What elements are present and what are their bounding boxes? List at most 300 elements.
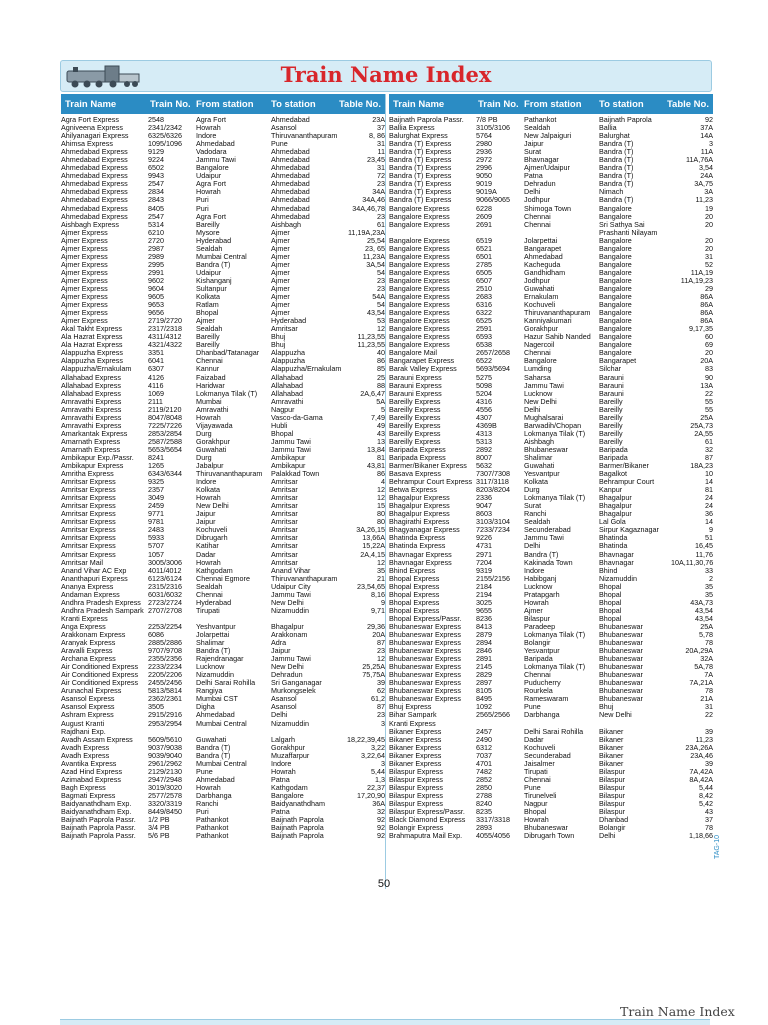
table-row (389, 237, 713, 245)
to-station: Bangalore (599, 309, 632, 318)
to-station: Bilaspur (599, 783, 625, 792)
from-station: Katihar (196, 542, 219, 551)
table-number: 11A,19 (690, 268, 713, 277)
to-station: Bagalkot (599, 470, 627, 479)
table-row (61, 792, 385, 800)
table-number: 72 (377, 172, 385, 181)
table-number: 13A (700, 381, 713, 390)
table-row (61, 679, 385, 687)
table-number: 37 (377, 124, 385, 133)
train-number: 2897 (476, 679, 492, 688)
train-number: 2155/2156 (476, 574, 510, 583)
to-station: Adra (271, 639, 287, 648)
from-station: Kanniyakumari (524, 317, 572, 326)
train-number: 2885/2886 (148, 639, 182, 648)
table-row (389, 711, 713, 719)
train-number: 2119/2120 (148, 405, 182, 414)
train-number: 2723/2724 (148, 598, 182, 607)
table-number: 23 (377, 180, 385, 189)
train-number: 2879 (476, 631, 492, 639)
from-station: Ajmer/Udaipur (524, 164, 570, 173)
train-number: 9319 (476, 566, 492, 575)
train-name: Baijnath Paprola Passr. (61, 824, 136, 833)
table-row (61, 663, 385, 671)
table-row (389, 567, 713, 575)
table-number: 14 (705, 478, 713, 487)
to-station: Bhopal (599, 582, 622, 591)
train-number: 2490 (476, 735, 492, 744)
to-station: Amritsar (271, 494, 298, 503)
to-station: Baijnath Paprola (271, 816, 324, 825)
from-station: Lokmanya Tilak (T) (196, 389, 258, 398)
table-number: 86 (377, 470, 385, 479)
table-row (61, 575, 385, 583)
from-station: New Jalpaiguri (524, 132, 572, 141)
from-station: Jaipur (524, 140, 544, 149)
to-station: Amritsar (271, 486, 298, 495)
train-name: Arakkonam Express (61, 631, 126, 639)
table-row (389, 607, 713, 615)
table-row (61, 374, 385, 382)
table-number: 31 (705, 703, 713, 712)
train-name: Ahmedabad Express (61, 196, 128, 205)
train-number: 2683 (476, 293, 492, 302)
to-station: Udaipur City (271, 582, 311, 591)
train-number: 9129 (148, 148, 164, 157)
table-row (61, 695, 385, 703)
train-number: 4316 (476, 397, 492, 406)
table-row (389, 172, 713, 180)
train-name: Bilaspur Express (389, 767, 443, 776)
train-name: Ambikapur Express (61, 462, 124, 471)
table-number: 52 (705, 260, 713, 269)
train-name: Bhagyanagar Express (389, 526, 460, 535)
train-name: Ajmer Express (61, 301, 108, 310)
table-number: 29,36 (367, 622, 385, 631)
from-station: Kochuveli (524, 743, 556, 752)
train-number: 7/8 PB (476, 116, 498, 124)
train-name: Bhavnagar Express (389, 550, 452, 559)
table-number: 22 (705, 711, 713, 720)
train-number: 6228 (476, 204, 492, 213)
from-station: Vadodara (196, 148, 227, 157)
table-row (389, 245, 713, 253)
table-row (389, 422, 713, 430)
train-number: 3019/3020 (148, 783, 182, 792)
train-number: 3105/3106 (476, 124, 510, 133)
table-number: 7A,21A (689, 679, 713, 688)
table-row (61, 349, 385, 357)
table-row (61, 711, 385, 719)
train-name: Ballia Express (389, 124, 435, 133)
to-station: Amritsar (271, 542, 298, 551)
from-station: Haridwar (196, 381, 225, 390)
train-name: Ajmer Express (61, 317, 108, 326)
side-tag: TAG-10 (714, 835, 721, 859)
train-name: Bangalore Express (389, 333, 450, 342)
table-row (389, 542, 713, 550)
table-number: 2A,6,47 (360, 389, 385, 398)
train-number: 2980 (476, 140, 492, 149)
table-number: 25,25A (362, 663, 385, 672)
table-row (61, 277, 385, 285)
from-station: Mumbai Central (196, 719, 247, 728)
train-name: Alappuzha Express (61, 357, 123, 366)
train-name: Bangalore Express (389, 244, 450, 253)
table-number: 5 (381, 405, 385, 414)
train-name: Barak Valley Express (389, 365, 457, 374)
from-station: Indore (196, 478, 217, 487)
to-station: Anand Vihar (271, 566, 311, 575)
table-number: 13,66A (362, 534, 385, 543)
table-row (389, 317, 713, 325)
table-row (389, 196, 713, 204)
train-name: Bikaner Express (389, 759, 442, 768)
train-number: 2691 (476, 220, 492, 229)
train-name: Betwa Express (389, 486, 437, 495)
train-name: Bilaspur Express (389, 799, 443, 808)
from-station: Chennai Egmore (196, 574, 250, 583)
train-name: Ajmer Express (61, 260, 108, 269)
table-row (61, 607, 385, 615)
table-number: 8A,42A (689, 775, 713, 784)
train-number: 9039/9040 (148, 751, 182, 760)
train-number: 6312 (476, 743, 492, 752)
to-station: Sri Ganganagar (271, 679, 322, 688)
train-name: Bangalore Express (389, 236, 450, 245)
table-number: 14 (705, 518, 713, 527)
train-name: Ajmer Express (61, 252, 108, 261)
table-row (61, 172, 385, 180)
table-row (61, 486, 385, 494)
from-station: Jolarpettai (524, 236, 558, 245)
train-number: 6123/6124 (148, 574, 182, 583)
table-row (389, 221, 713, 229)
table-number: 33 (705, 566, 713, 575)
train-name: Ahmedabad Express (61, 148, 128, 157)
from-station: Yesvantpur (524, 647, 560, 656)
train-name: Barmer/Bikaner Express (389, 462, 467, 471)
from-station: Rourkela (524, 687, 553, 696)
from-station: Sealdah (524, 518, 551, 527)
from-station: Chennai (196, 357, 223, 366)
to-station: Jammu Tawi (271, 655, 311, 664)
table-row (389, 720, 713, 728)
train-name: Bandra (T) Express (389, 180, 452, 189)
to-station: Ahmedabad (271, 148, 310, 157)
table-number: 25A (700, 413, 713, 422)
to-station: Bhubaneswar (599, 647, 643, 656)
train-name: Black Diamond Express (389, 816, 466, 825)
table-row (389, 808, 713, 816)
train-name: Bagmati Express (61, 791, 116, 800)
table-row (389, 285, 713, 293)
from-station: Digha (196, 703, 215, 712)
from-station: Kolkata (196, 293, 220, 302)
table-number: 11,23A (362, 252, 385, 261)
train-name: Air Conditioned Express (61, 671, 139, 680)
from-station: Kolkata (524, 478, 548, 487)
from-station: Ahmedabad (196, 711, 235, 720)
right-table-header (389, 94, 713, 114)
from-station: Faizabad (196, 373, 226, 382)
train-number: 2194 (476, 590, 492, 599)
table-number: 18,22,39,45 (347, 735, 385, 744)
from-station: Sealdah (196, 325, 223, 334)
table-number: 55 (705, 397, 713, 406)
train-number: 2205/2206 (148, 671, 182, 680)
to-station: Alappuzha (271, 349, 305, 358)
header-to-station: To station (599, 98, 644, 110)
table-number: 2 (709, 574, 713, 583)
table-number: 25 (377, 373, 385, 382)
table-row (389, 510, 713, 518)
train-number: 4731 (476, 542, 492, 551)
table-number: 9,71 (371, 606, 385, 615)
table-number: 61,2 (371, 695, 385, 704)
from-station: Darbhanga (524, 711, 560, 720)
train-number: 2357 (148, 486, 164, 495)
train-name: Ananthapuri Express (61, 574, 128, 583)
table-number: 75,75A (362, 671, 385, 680)
train-name: Bareilly Express (389, 421, 441, 430)
table-number: 43,54 (367, 309, 385, 318)
to-station: Ahmedabad (271, 180, 310, 189)
train-name: Bhagalpur Express (389, 494, 450, 503)
table-number: 86 (377, 357, 385, 366)
table-row (61, 502, 385, 510)
train-name: Ahmedabad Express (61, 164, 128, 173)
from-station: Puducherry (524, 679, 561, 688)
to-station: Ajmer (271, 276, 290, 285)
train-number: 2915/2916 (148, 711, 182, 720)
table-row (61, 430, 385, 438)
table-row (61, 341, 385, 349)
train-number: 5275 (476, 373, 492, 382)
to-station: Bangalore (599, 317, 632, 326)
table-number: 11,23,55 (357, 341, 385, 350)
to-station: Ajmer (271, 293, 290, 302)
to-station: Amritsar (271, 534, 298, 543)
train-name: Bangalore Express (389, 309, 450, 318)
table-row (389, 687, 713, 695)
from-station: Chennai (524, 775, 551, 784)
to-station: Ajmer (271, 252, 290, 261)
train-number: 2719/2720 (148, 317, 182, 326)
table-row (389, 188, 713, 196)
table-number: 43,54 (695, 606, 713, 615)
from-station: Guwahati (196, 735, 227, 744)
to-station: Ahmedabad (271, 164, 310, 173)
table-number: 86A (700, 293, 713, 302)
train-number: 4556 (476, 405, 492, 414)
train-number: 3320/3319 (148, 799, 182, 808)
from-station: Bilaspur (524, 614, 550, 623)
table-row (61, 221, 385, 229)
train-name: Bhopal Express (389, 590, 440, 599)
train-name: Aranyak Express (61, 639, 116, 648)
train-number: 1095/1096 (148, 140, 182, 149)
table-number: 53 (377, 317, 385, 326)
train-number: 4055/4056 (476, 832, 510, 841)
table-row (61, 269, 385, 277)
train-name: Ajmer Express (61, 309, 108, 318)
train-name: Bhopal Express (389, 582, 440, 591)
from-station: Jaipur (196, 510, 216, 519)
table-row (61, 703, 385, 711)
to-station: Bareilly (599, 437, 623, 446)
train-number: 2987 (148, 244, 164, 253)
train-name: Bangalore Express (389, 220, 450, 229)
from-station: Bareilly (196, 220, 220, 229)
from-station: Darbhanga (196, 791, 232, 800)
train-name: Bhubaneswar Express (389, 631, 461, 639)
table-row (389, 438, 713, 446)
from-station: Chennai (524, 212, 551, 221)
from-station: Chennai (524, 220, 551, 229)
train-number: 2829 (476, 671, 492, 680)
table-row (61, 518, 385, 526)
to-station: Sri Sathya Sai (599, 220, 645, 229)
table-number: 7A (704, 671, 713, 680)
train-name: Asansol Express (61, 703, 115, 712)
from-station: Jolarpettai (196, 631, 230, 639)
table-row (61, 116, 385, 124)
table-row (389, 462, 713, 470)
to-station: Delhi (599, 832, 616, 841)
to-station: Pune (271, 140, 288, 149)
table-number: 18A,23 (690, 462, 713, 471)
from-station: Pathankot (196, 824, 229, 833)
from-station: Kishanganj (196, 276, 232, 285)
train-number: 2996 (476, 164, 492, 173)
train-name: Bilaspur Express (389, 783, 443, 792)
train-number: 2891 (476, 655, 492, 664)
table-row (61, 245, 385, 253)
train-number: 6031/6032 (148, 590, 182, 599)
from-station: Mysore (196, 228, 220, 237)
header-from-station: From station (524, 98, 582, 110)
train-number: 2233/2234 (148, 663, 182, 672)
table-number: 3A,54 (366, 260, 385, 269)
train-name: Air Conditioned Express (61, 663, 139, 672)
from-station: Indore (196, 132, 217, 141)
right-train-table (389, 116, 713, 840)
to-station: Silchar (599, 365, 621, 374)
table-row (61, 671, 385, 679)
table-row (389, 623, 713, 631)
train-number: 2991 (148, 268, 164, 277)
to-station: Bhagalpur (599, 510, 632, 519)
table-number: 12 (377, 486, 385, 495)
to-station: Asansol (271, 695, 297, 704)
from-station: Agra Fort (196, 116, 226, 124)
from-station: Delhi (524, 188, 541, 197)
train-name: Ajmer Express (61, 236, 108, 245)
to-station: Jammu Tawi (271, 437, 311, 446)
from-station: Howrah (196, 783, 221, 792)
to-station: Bhatinda (599, 534, 628, 543)
train-number: 5764 (476, 132, 492, 141)
to-station: Ajmer (271, 284, 290, 293)
table-number: 2A,55 (694, 429, 713, 438)
table-row (389, 502, 713, 510)
table-row (389, 518, 713, 526)
header-from-station: From station (196, 98, 254, 110)
to-station: Barmer/Bikaner (599, 462, 649, 471)
to-station: Bhubaneswar (599, 622, 643, 631)
table-number: 4 (381, 478, 385, 487)
train-number: 4321/4322 (148, 341, 182, 350)
table-row (61, 390, 385, 398)
from-station: Puri (196, 204, 209, 213)
from-station: Mumbai (196, 397, 222, 406)
table-row (389, 140, 713, 148)
table-row (61, 784, 385, 792)
from-station: Tirupati (196, 606, 220, 615)
table-number: 1,18,66 (689, 832, 713, 841)
to-station: Baijnath Paprola (271, 832, 324, 841)
table-number: 3,22 (371, 743, 385, 752)
table-row (61, 188, 385, 196)
from-station: Jammu Tawi (524, 381, 564, 390)
table-row (61, 832, 385, 840)
table-row (61, 510, 385, 518)
train-name: Bangalore Mail (389, 349, 437, 358)
train-name: Bandra (T) Express (389, 188, 452, 197)
from-station: Lokmanya Tilak (T) (524, 429, 586, 438)
train-number: 2129/2130 (148, 767, 182, 776)
from-station: Hyderabad (196, 236, 232, 245)
table-number: 36 (705, 510, 713, 519)
table-row (61, 454, 385, 462)
table-row (61, 816, 385, 824)
train-name: Avadh Assam Express (61, 735, 133, 744)
table-number: 54A (372, 293, 385, 302)
table-row (389, 494, 713, 502)
table-row (61, 237, 385, 245)
table-number: 78 (705, 687, 713, 696)
train-name: Barauni Express (389, 389, 442, 398)
from-station: Mumbai CST (196, 695, 238, 704)
table-number: 8,16 (371, 590, 385, 599)
to-station: Bangalore (599, 284, 632, 293)
train-name: Anga Express (61, 622, 106, 631)
from-station: Lucknow (524, 582, 553, 591)
train-number: 5933 (148, 534, 164, 543)
train-name: Amritsar Express (61, 518, 116, 527)
table-number: 22 (705, 389, 713, 398)
to-station: New Delhi (599, 711, 632, 720)
from-station: Agra Fort (196, 180, 226, 189)
table-number: 10 (705, 470, 713, 479)
table-row (61, 365, 385, 373)
table-number: 43 (705, 808, 713, 817)
train-number: 7482 (476, 767, 492, 776)
table-number: 80 (377, 510, 385, 519)
to-station: Bangalore (599, 333, 632, 342)
from-station: Sealdah (196, 244, 223, 253)
train-number: 1/2 PB (148, 816, 170, 825)
train-number: 2362/2361 (148, 695, 182, 704)
from-station: Dadar (524, 735, 544, 744)
train-number: 2547 (148, 212, 164, 221)
train-number: 2989 (148, 252, 164, 261)
train-number: 9602 (148, 276, 164, 285)
train-number: 2315/2316 (148, 582, 182, 591)
to-station: Amritsar (271, 510, 298, 519)
train-number: 9050 (476, 172, 492, 181)
